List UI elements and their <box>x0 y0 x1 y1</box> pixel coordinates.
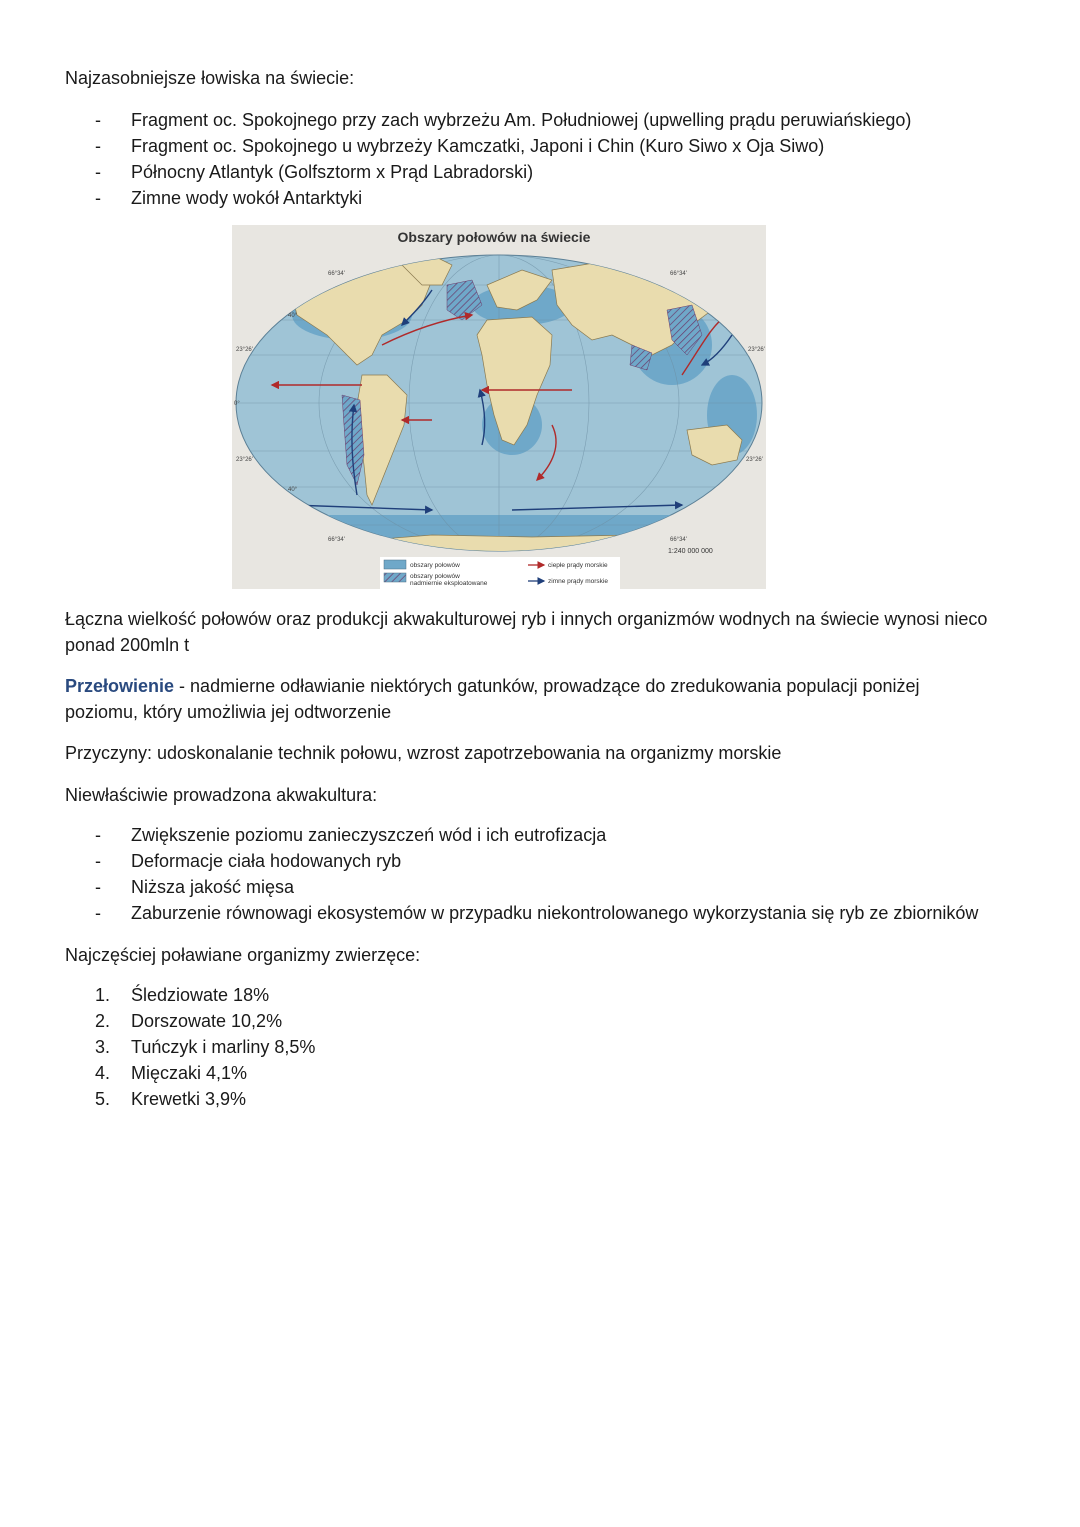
svg-text:23°26': 23°26' <box>236 347 253 353</box>
dash-bullet: - <box>95 136 101 156</box>
legend-cold-label: zimne prądy morskie <box>548 578 608 585</box>
list-item: - Zwiększenie poziomu zanieczyszczeń wód i ich eutrofizacja <box>95 822 978 848</box>
svg-text:66°34': 66°34' <box>328 271 345 277</box>
list-item: - Zimne wody wokół Antarktyki <box>95 185 911 211</box>
list-item: 5. Krewetki 3,9% <box>95 1089 247 1109</box>
legend-overexploited-label-2: nadmiernie eksploatowane <box>410 580 488 587</box>
map-legend <box>380 557 620 589</box>
dash-bullet: - <box>95 851 101 871</box>
svg-text:40°: 40° <box>288 487 298 493</box>
caught-list <box>95 982 315 1112</box>
list-item: - Deformacje ciała hodowanych ryb <box>95 848 978 874</box>
legend-overexploited-label-1: obszary połowów <box>410 573 460 580</box>
svg-text:40°: 40° <box>288 313 298 319</box>
list-item: 2. Dorszowate 10,2% <box>95 1011 283 1031</box>
list-item: - Zaburzenie równowagi ekosystemów w przypadku niekontrolowanego wykorzystania się ryb ze zbiorników <box>95 900 978 926</box>
list-item: - Fragment oc. Spokojnego u wybrzeży Kamczatki, Japoni i Chin (Kuro Siwo x Oja Siwo) <box>95 133 911 159</box>
dash-bullet: - <box>95 877 101 897</box>
list-item: - Niższa jakość mięsa <box>95 874 978 900</box>
legend-overexploited-swatch <box>384 573 406 582</box>
dash-bullet: - <box>95 188 101 208</box>
fisheries-list <box>95 107 911 211</box>
svg-text:66°34': 66°34' <box>670 271 687 277</box>
map-svg <box>232 225 766 589</box>
summary-text: Łączna wielkość połowów oraz produkcji akwakulturowej ryb i innych organizmów wodnych na świecie wynosi nieco ponad 200mln t <box>65 609 988 655</box>
overfishing-term: Przełowienie <box>65 676 175 696</box>
aquaculture-heading: Niewłaściwie prowadzona akwakultura: <box>65 785 378 805</box>
legend-fishing-label: obszary połowów <box>410 562 460 569</box>
list-item: 1. Śledziowate 18% <box>95 985 270 1005</box>
dash-bullet: - <box>95 903 101 923</box>
list-item: 3. Tuńczyk i marliny 8,5% <box>95 1037 316 1057</box>
overfishing-definition: Przełowienie - nadmierne odławianie niektórych gatunków, prowadzące do zredukowania populacji poniżej poziomu, który umożliwia jej odtworzenie <box>65 676 920 722</box>
svg-text:23°26': 23°26' <box>746 457 763 463</box>
legend-fishing-swatch <box>384 560 406 569</box>
svg-text:66°34': 66°34' <box>328 537 345 543</box>
legend-warm-label: ciepłe prądy morskie <box>548 562 608 569</box>
map-scale: 1:240 000 000 <box>668 548 713 555</box>
svg-text:66°34': 66°34' <box>670 537 687 543</box>
svg-text:23°26': 23°26' <box>236 457 253 463</box>
caught-heading: Najczęściej poławiane organizmy zwierzęce: <box>65 945 421 965</box>
map-title: Obszary połowów na świecie <box>397 229 591 245</box>
list-item: - Fragment oc. Spokojnego przy zach wybrzeżu Am. Południowej (upwelling prądu peruwiańskiego) <box>95 107 911 133</box>
dash-bullet: - <box>95 162 101 182</box>
list-item: 4. Mięczaki 4,1% <box>95 1063 248 1083</box>
dash-bullet: - <box>95 825 101 845</box>
svg-text:23°26': 23°26' <box>748 347 765 353</box>
fishing-areas-map <box>232 225 766 589</box>
svg-text:0°: 0° <box>234 401 240 407</box>
list-item: - Północny Atlantyk (Golfsztorm x Prąd Labradorski) <box>95 159 911 185</box>
dash-bullet: - <box>95 110 101 130</box>
aquaculture-list <box>95 822 978 926</box>
causes-text: Przyczyny: udoskonalanie technik połowu, wzrost zapotrzebowania na organizmy morskie <box>65 743 782 763</box>
fisheries-heading: Najzasobniejsze łowiska na świecie: <box>65 68 355 88</box>
